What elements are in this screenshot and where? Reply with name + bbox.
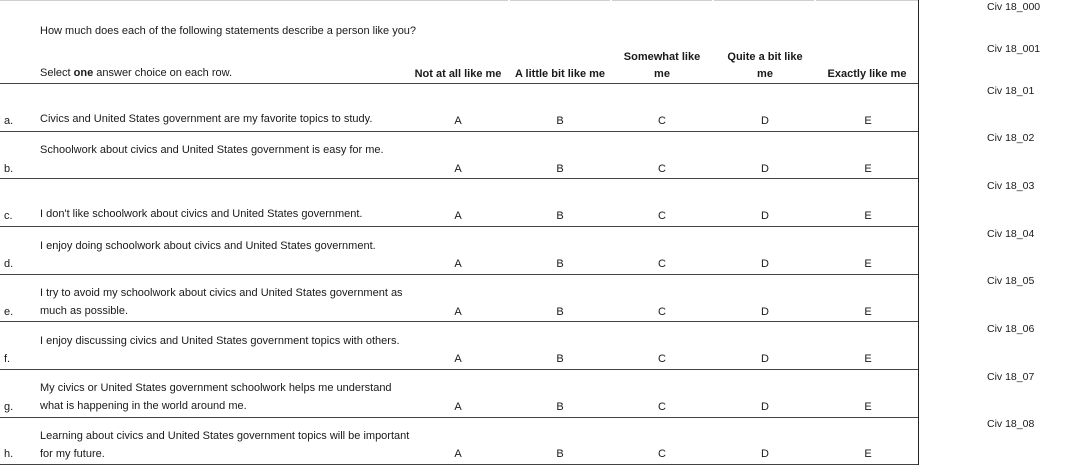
- row-divider: [0, 321, 918, 322]
- row-divider: [0, 369, 918, 370]
- row-letter: b.: [4, 163, 14, 175]
- choice-d[interactable]: D: [761, 163, 769, 175]
- choice-b[interactable]: B: [556, 353, 564, 365]
- question-text: How much does each of the following statements describe a person like you?: [40, 25, 417, 37]
- top-gridline: [510, 0, 610, 1]
- row-divider: [0, 178, 918, 179]
- top-gridline: [0, 0, 508, 1]
- row-divider: [0, 83, 918, 84]
- choice-a[interactable]: A: [454, 306, 462, 318]
- row-divider: [0, 274, 918, 275]
- row-letter: e.: [4, 306, 14, 318]
- choice-d[interactable]: D: [761, 448, 769, 460]
- choice-e[interactable]: E: [864, 448, 872, 460]
- instruction-text: Select one answer choice on each row.: [40, 67, 233, 79]
- choice-d[interactable]: D: [761, 306, 769, 318]
- choice-c[interactable]: C: [658, 163, 666, 175]
- choice-a[interactable]: A: [454, 115, 462, 127]
- choice-c[interactable]: C: [658, 306, 666, 318]
- choice-c[interactable]: C: [658, 115, 666, 127]
- row-letter: c.: [4, 210, 13, 222]
- statement-text: I try to avoid my schoolwork about civics and United States government as much as possible.: [40, 287, 403, 317]
- choice-c[interactable]: C: [658, 401, 666, 413]
- choice-b[interactable]: B: [556, 306, 564, 318]
- item-code: Civ 18_000: [987, 1, 1041, 13]
- top-gridline: [816, 0, 918, 1]
- choice-a[interactable]: A: [454, 258, 462, 270]
- choice-c[interactable]: C: [658, 353, 666, 365]
- statement-text: My civics or United States government schoolwork helps me understand what is happening in the world around me.: [40, 382, 392, 412]
- statement-text: I don't like schoolwork about civics and United States government.: [40, 208, 363, 220]
- choice-d[interactable]: D: [761, 210, 769, 222]
- item-code: Civ 18_05: [987, 275, 1035, 287]
- choice-c[interactable]: C: [658, 210, 666, 222]
- item-code: Civ 18_01: [987, 85, 1035, 97]
- choice-a[interactable]: A: [454, 163, 462, 175]
- choice-d[interactable]: D: [761, 115, 769, 127]
- item-code: Civ 18_02: [987, 132, 1035, 144]
- statement-text: Learning about civics and United States government topics will be important for my future.: [40, 430, 410, 460]
- item-code: Civ 18_07: [987, 371, 1035, 383]
- column-header-exactly: Exactly like me: [827, 68, 907, 80]
- choice-a[interactable]: A: [454, 210, 462, 222]
- row-divider: [0, 131, 918, 132]
- choice-d[interactable]: D: [761, 401, 769, 413]
- column-header-quite-a-bit: Quite a bit like me: [727, 51, 803, 80]
- choice-b[interactable]: B: [556, 258, 564, 270]
- column-header-a-little-bit: A little bit like me: [514, 68, 606, 80]
- row-divider: [0, 417, 918, 418]
- row-divider: [0, 226, 918, 227]
- choice-d[interactable]: D: [761, 258, 769, 270]
- statement-text: I enjoy doing schoolwork about civics and United States government.: [40, 240, 376, 252]
- top-gridline: [612, 0, 712, 1]
- choice-e[interactable]: E: [864, 163, 872, 175]
- choice-e[interactable]: E: [864, 353, 872, 365]
- choice-d[interactable]: D: [761, 353, 769, 365]
- choice-e[interactable]: E: [864, 258, 872, 270]
- choice-c[interactable]: C: [658, 448, 666, 460]
- choice-e[interactable]: E: [864, 401, 872, 413]
- row-letter: g.: [4, 401, 14, 413]
- item-code: Civ 18_03: [987, 180, 1035, 192]
- choice-a[interactable]: A: [454, 448, 462, 460]
- statement-text: Civics and United States government are my favorite topics to study.: [40, 113, 373, 125]
- choice-b[interactable]: B: [556, 115, 564, 127]
- item-code: Civ 18_06: [987, 323, 1035, 335]
- statement-text: I enjoy discussing civics and United States government topics with others.: [40, 335, 400, 347]
- choice-e[interactable]: E: [864, 306, 872, 318]
- choice-e[interactable]: E: [864, 115, 872, 127]
- item-code: Civ 18_04: [987, 228, 1035, 240]
- choice-b[interactable]: B: [556, 210, 564, 222]
- row-letter: d.: [4, 258, 14, 270]
- item-code: Civ 18_08: [987, 418, 1035, 430]
- column-header-not-at-all: Not at all like me: [414, 68, 502, 80]
- choice-b[interactable]: B: [556, 163, 564, 175]
- row-letter: a.: [4, 115, 14, 127]
- column-header-somewhat: Somewhat like me: [623, 51, 701, 80]
- item-code: Civ 18_001: [987, 43, 1041, 55]
- choice-a[interactable]: A: [454, 353, 462, 365]
- top-gridline: [714, 0, 814, 1]
- choice-b[interactable]: B: [556, 401, 564, 413]
- choice-a[interactable]: A: [454, 401, 462, 413]
- row-letter: f.: [4, 353, 11, 365]
- row-letter: h.: [4, 448, 14, 460]
- choice-c[interactable]: C: [658, 258, 666, 270]
- choice-e[interactable]: E: [864, 210, 872, 222]
- statement-text: Schoolwork about civics and United States government is easy for me.: [40, 144, 384, 156]
- choice-b[interactable]: B: [556, 448, 564, 460]
